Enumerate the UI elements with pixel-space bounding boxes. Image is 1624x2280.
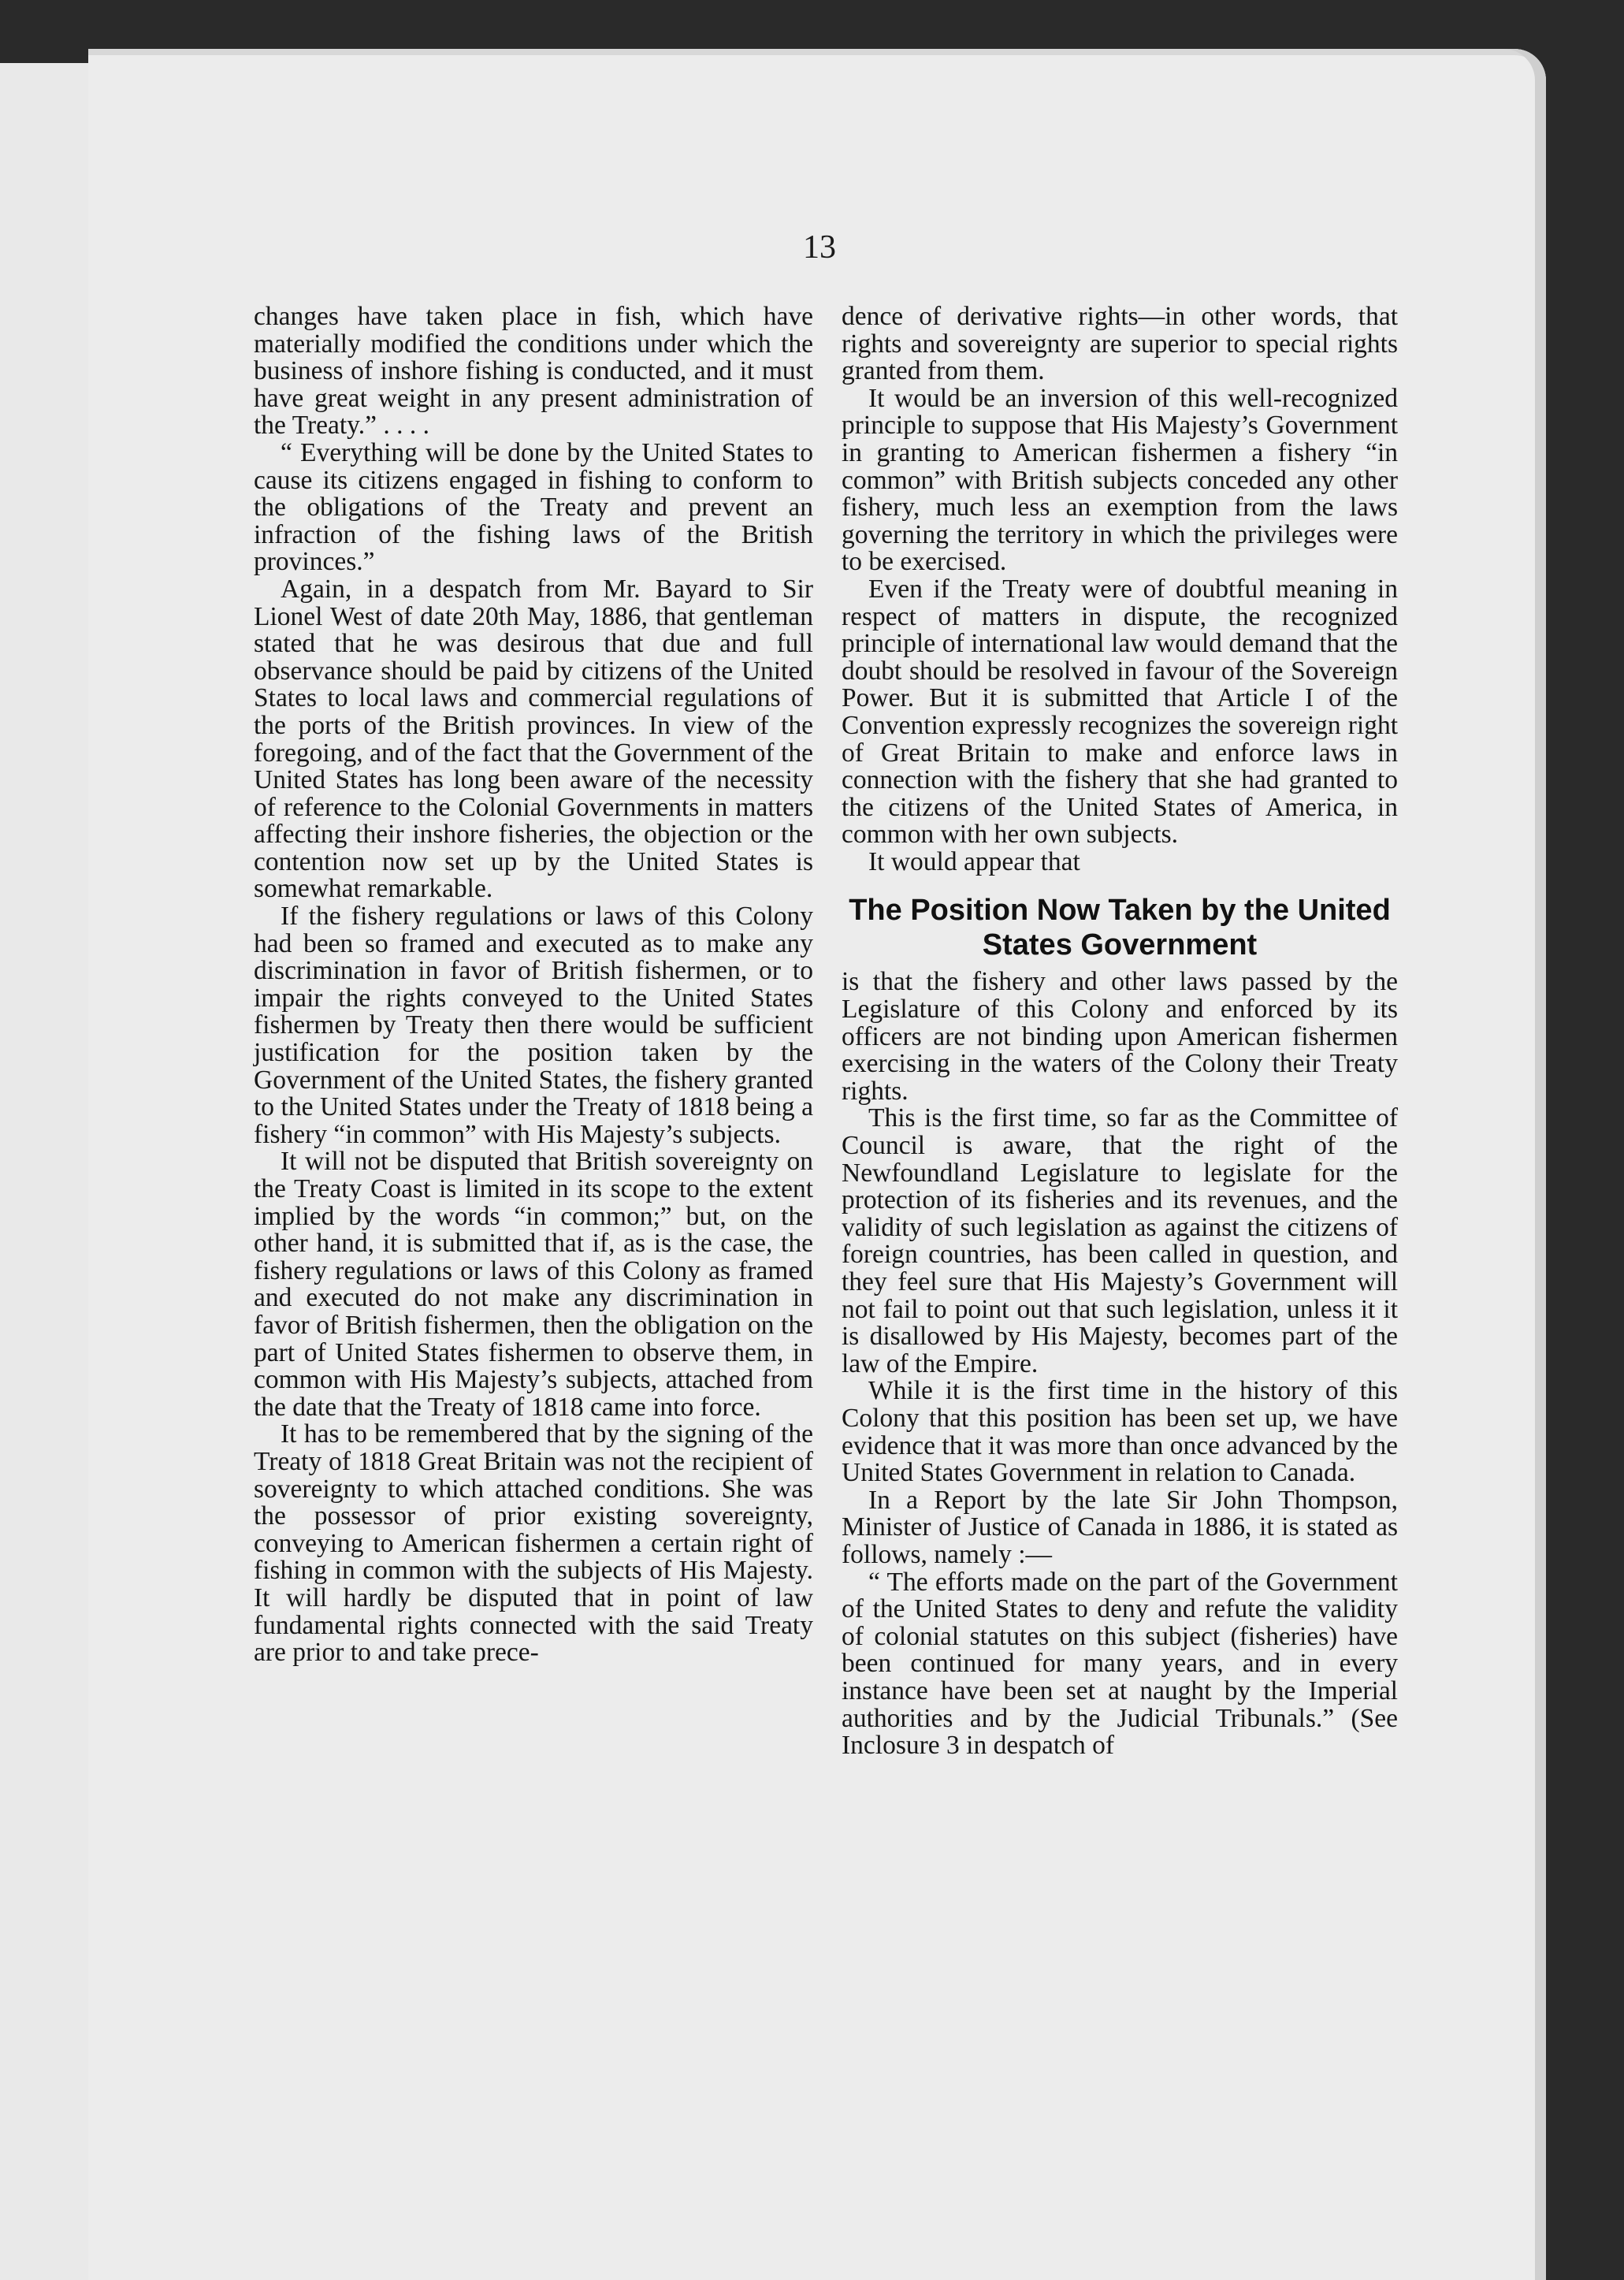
paragraph: Again, in a despatch from Mr. Bayard to Sir Lionel West of date 20th May, 1886, that gentleman stated that he was desirous that due and full observance should be paid by citizens of the United States to local laws and commercial regulations of the ports of the British provinces. In view of the foregoing, and of the fact that the Government of the United States has long been aware of the necessity of reference to the Colonial Governments in matters affecting their inshore fisheries, the objection or the contention now set up by the United States is somewhat remarkable. — [254, 574, 813, 904]
paragraph: It has to be remembered that by the signing of the Treaty of 1818 Great Britain was not the recipient of sovereignty to which attached conditions. She was the possessor of prior existing sovereignty, conveying to American fishermen a certain right of fishing in common with the subjects of His Majesty. It will hardly be disputed that in point of law fundamental rights connected with the said Treaty are prior to and take prece- — [254, 1419, 813, 1668]
paragraph: dence of derivative rights—in other words, that rights and sovereignty are superior to special rights granted from them. — [842, 302, 1398, 386]
page-number: 13 — [803, 229, 836, 266]
paragraph: It will not be disputed that British sovereignty on the Treaty Coast is limited in its scope to the extent implied by the words “in common;” but, on the other hand, it is submitted that if, as is the case, the fishery regulations or laws of this Colony as framed and executed do not make any discrimination in favor of British fishermen, then the obligation on the part of United States fishermen to observe them, in common with His Majesty’s subjects, attached from the date that the Treaty of 1818 came into force. — [254, 1147, 813, 1422]
left-column — [254, 303, 813, 1667]
paragraph: Even if the Treaty were of doubtful meaning in respect of matters in dispute, the recognized principle of international law would demand that the doubt should be resolved in favour of the Sovereign Power. But it is submitted that Article I of the Convention expressly recognizes the sovereign right of Great Britain to make and enforce laws in connection with the fishery that she had granted to the citizens of the United States of America, in common with her own subjects. — [842, 574, 1398, 850]
paragraph: While it is the first time in the history of this Colony that this position has been set up, we have evidence that it was more than once advanced by the United States Government in relation to Canada. — [842, 1376, 1399, 1488]
paragraph: It would appear that — [868, 846, 1080, 876]
paragraph: is that the fishery and other laws passed by the Legislature of this Colony and enforced by its officers are not binding upon American fishermen exercising in the waters of the Colony their Treaty rights. — [842, 967, 1398, 1106]
paragraph: changes have taken place in fish, which have materially modified the conditions under which the business of inshore fishing is conducted, and it must have great weight in any present administration of the Treaty.” . . . . — [254, 302, 813, 441]
left-page-edge — [0, 63, 98, 2280]
paragraph: “ The efforts made on the part of the Government of the United States to deny and refute the validity of colonial statutes on this subject (fisheries) have been continued for many years, and in every instance have been set at naught by the Imperial authorities and by the Judicial Tribunals.” (See Inclosure 3 in despatch of — [842, 1567, 1398, 1761]
paragraph: This is the first time, so far as the Committee of Council is aware, that the right of the Newfoundland Legislature to legislate for the protection of its fisheries and its revenues, and the validity of such legislation as against the citizens of foreign countries, has been called in question, and they feel sure that His Majesty’s Government will not fail to point out that such legislation, unless it it is disallowed by His Majesty, becomes part of the law of the Empire. — [842, 1103, 1398, 1378]
paragraph: In a Report by the late Sir John Thompson, Minister of Justice of Canada in 1886, it is stated as follows, namely :— — [842, 1485, 1398, 1569]
right-column — [842, 303, 1398, 1760]
paragraph: It would be an inversion of this well-recognized principle to suppose that His Majesty’s Government in granting to American fishermen a fishery “in common” with British subjects conceded any other fishery, much less an exemption from the laws governing the territory in which the privileges were to be exercised. — [842, 383, 1398, 577]
paragraph: “ Everything will be done by the United States to cause its citizens engaged in fishing to conform to the obligations of the Treaty and prevent an infraction of the fishing laws of the British provinces.” — [254, 437, 813, 577]
section-heading: The Position Now Taken by the United States Government — [849, 894, 1391, 962]
paragraph: If the fishery regulations or laws of this Colony had been so framed and executed as to make any discrimination in favor of British fishermen, or to impair the rights conveyed to the United States fishermen by Treaty then there would be sufficient justification for the position taken by the Government of the United States, the fishery granted to the United States under the Treaty of 1818 being a fishery “in common” with His Majesty’s subjects. — [254, 902, 813, 1149]
